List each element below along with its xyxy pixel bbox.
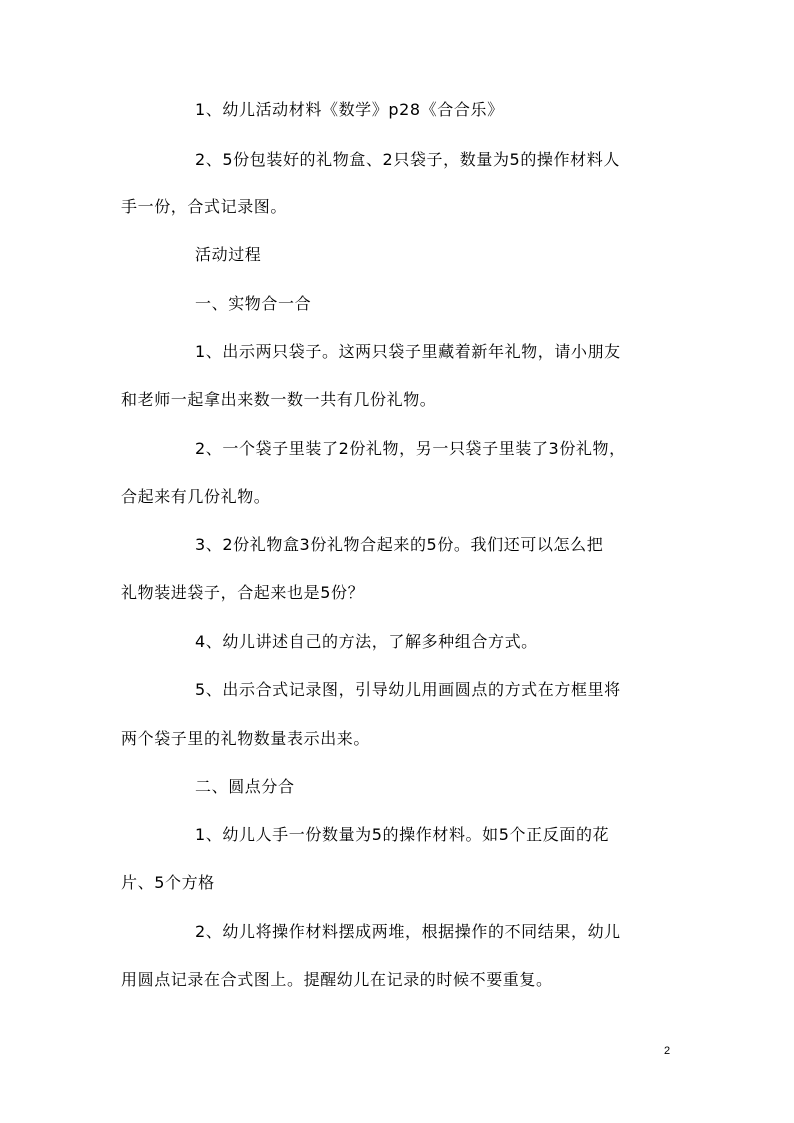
step-4-line: 4、幼儿讲述自己的方法，了解多种组合方式。 bbox=[195, 632, 538, 651]
material-line-2-cont: 手一份，合式记录图。 bbox=[121, 197, 288, 216]
step-3-line-2: 礼物装进袋子，合起来也是5份？ bbox=[121, 583, 365, 602]
material-line-1: 1、幼儿活动材料《数学》p28《合合乐》 bbox=[195, 100, 504, 119]
step-2-line-2: 合起来有几份礼物。 bbox=[121, 487, 271, 506]
step-5-line-2: 两个袋子里的礼物数量表示出来。 bbox=[121, 729, 371, 748]
step-2-line-1: 2、一个袋子里装了2份礼物，另一只袋子里装了3份礼物， bbox=[195, 439, 626, 458]
step-5-line-1: 5、出示合式记录图，引导幼儿用画圆点的方式在方框里将 bbox=[195, 680, 621, 699]
step-3-line-1: 3、2份礼物盒3份礼物合起来的5份。我们还可以怎么把 bbox=[195, 535, 604, 554]
sub-step-2-line-1: 2、幼儿将操作材料摆成两堆，根据操作的不同结果，幼儿 bbox=[195, 922, 621, 941]
section-heading-1: 一、实物合一合 bbox=[195, 294, 312, 313]
step-1-line-1: 1、出示两只袋子。这两只袋子里藏着新年礼物，请小朋友 bbox=[195, 342, 621, 361]
sub-step-1-line-1: 1、幼儿人手一份数量为5的操作材料。如5个正反面的花 bbox=[195, 825, 610, 844]
page-number: 2 bbox=[664, 1045, 671, 1057]
section-heading-2: 二、圆点分合 bbox=[195, 777, 295, 796]
sub-step-2-line-2: 用圆点记录在合式图上。提醒幼儿在记录的时候不要重复。 bbox=[121, 970, 553, 989]
step-1-line-2: 和老师一起拿出来数一数一共有几份礼物。 bbox=[121, 390, 437, 409]
material-line-2: 2、5份包装好的礼物盒、2只袋子，数量为5的操作材料人 bbox=[195, 150, 620, 169]
section-heading-process: 活动过程 bbox=[195, 245, 262, 264]
sub-step-1-line-2: 片、5个方格 bbox=[121, 873, 215, 892]
